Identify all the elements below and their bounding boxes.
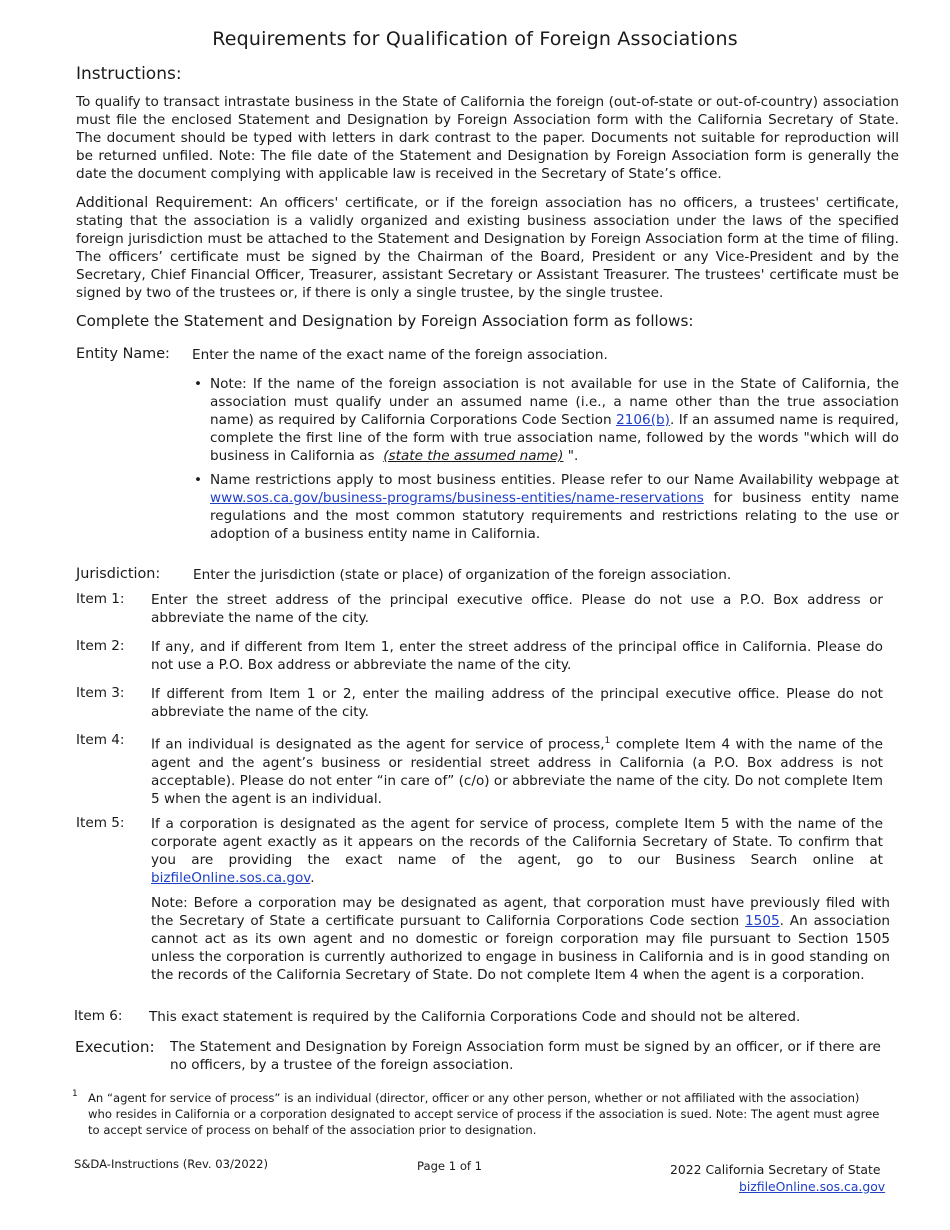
execution-label: Execution: bbox=[75, 1038, 155, 1056]
item-4-text: If an individual is designated as the agent for service of process,$^1$ complete Item 4 with the name of the agent and the agent’s business or residential street address in California (a P.O. Box address is not acceptable). Please do not enter “in care of” (c/o) or abbreviate the name of the city. Do not complete Item 5 when the agent is an individual. bbox=[151, 736, 883, 807]
additional-requirement-label: Additional Requirement: bbox=[76, 195, 253, 211]
link-name-reservations[interactable]: www.sos.ca.gov/business-programs/business-entities/name-reservations bbox=[210, 490, 704, 506]
complete-form-heading: Complete the Statement and Designation by Foreign Association form as follows: bbox=[76, 312, 694, 330]
jurisdiction-label: Jurisdiction: bbox=[76, 566, 161, 582]
item-1-label: Item 1: bbox=[76, 591, 125, 607]
jurisdiction-text: Enter the jurisdiction (state or place) of organization of the foreign association. bbox=[193, 567, 732, 583]
footnote-ref: 1 bbox=[604, 736, 611, 746]
link-2106b[interactable]: 2106(b) bbox=[616, 412, 670, 428]
bullet-icon: • bbox=[194, 376, 203, 392]
footer-bizfile-link[interactable]: bizfileOnline.sos.ca.gov bbox=[739, 1179, 886, 1194]
link-1505[interactable]: 1505 bbox=[745, 913, 780, 929]
page-title: Requirements for Qualification of Foreign Associations bbox=[212, 28, 738, 50]
item-3-text: If different from Item 1 or 2, enter the mailing address of the principal executive office. Please do not abbreviate the name of the city. bbox=[151, 686, 883, 720]
note-name-restrictions: • Name restrictions apply to most business entities. Please refer to our Name Availability webpage at www.sos.ca.gov/business-programs/business-entities/name-reservations for business entity name regulations and the most common statutory requirements and restrictions relating to the use or adoption of a business entity name in California. bbox=[194, 472, 899, 542]
instructions-paragraph: To qualify to transact intrastate business in the State of California the foreign (out-of-state or out-of-country) association must file the enclosed Statement and Designation by Foreign Association form with the California Secretary of State. The document should be typed with letters in dark contrast to the paper. Documents not suitable for reproduction will be returned unfiled. Note: The file date of the Statement and Designation by Foreign Association form is generally the date the document complying with applicable law is received in the Secretary of State’s office. bbox=[76, 94, 899, 182]
footnote bbox=[72, 1090, 884, 1138]
additional-requirement-text: An officers' certificate, or if the foreign association has no officers, a trustees' certificate, stating that the association is a validly organized and existing business association under the laws of the specified foreign jurisdiction must be attached to the Statement and Designation by Foreign Association form at the time of filing. The officers’ certificate must be signed by the Chairman of the Board, President or any Vice-President and by the Secretary, Chief Financial Officer, Treasurer, assistant Secretary or Assistant Treasurer. The trustees' certificate must be signed by two of the trustees or, if there is only a single trustee, by the single trustee. bbox=[76, 195, 899, 301]
item-2-label: Item 2: bbox=[76, 638, 125, 654]
note-assumed-name: • Note: If the name of the foreign association is not available for use in the State of California, the association must qualify under an assumed name (i.e., a name other than the true association name) as required by California Corporations Code Section 2106(b). If an assumed name is required, complete the first line of the form with true association name, followed by the words "which will do business in California as (state the assumed name) ". bbox=[194, 376, 899, 464]
entity-name-label: Entity Name: bbox=[76, 346, 170, 362]
item-2-text: If any, and if different from Item 1, enter the street address of the principal office in California. Please do not use a P.O. Box address or abbreviate the name of the city. bbox=[151, 639, 883, 673]
footnote-text: An “agent for service of process” is an individual (director, officer or any other person, whether or not affiliated with the association) who resides in California or a corporation designated to accept service of process if the association is sued. Note: The agent must agree to accept service of process on behalf of the association prior to designation. bbox=[88, 1091, 880, 1137]
execution-text: The Statement and Designation by Foreign Association form must be signed by an officer, or if there are no officers, by a trustee of the foreign association. bbox=[170, 1039, 881, 1073]
item-5-note: Note: Before a corporation may be designated as agent, that corporation must have previously filed with the Secretary of State a certificate pursuant to California Corporations Code section 1505. An association cannot act as its own agent and no domestic or foreign corporation may file pursuant to Section 1505 unless the corporation is currently authorized to engage in business in California and is in good standing on the records of the California Secretary of State. Do not complete Item 4 when the agent is a corporation. bbox=[151, 895, 890, 983]
entity-name-text: Enter the name of the exact name of the foreign association. bbox=[192, 347, 608, 363]
item-5-text: If a corporation is designated as the agent for service of process, complete Item 5 with the name of the corporate agent exactly as it appears on the records of the California Secretary of State. To confirm that you are providing the exact name of the agent, go to our Business Search online at bizfileOnline.sos.ca.gov. bbox=[151, 816, 883, 886]
link-bizfile-online[interactable]: bizfileOnline.sos.ca.gov bbox=[151, 870, 311, 886]
item-4-label: Item 4: bbox=[76, 732, 125, 748]
bullet-icon: • bbox=[194, 472, 203, 488]
item-5-label: Item 5: bbox=[76, 815, 125, 831]
item-1-text: Enter the street address of the principal executive office. Please do not use a P.O. Box address or abbreviate the name of the city. bbox=[151, 592, 883, 626]
footnote-mark: 1 bbox=[72, 1089, 78, 1099]
entity-name-notes bbox=[192, 375, 899, 543]
page-number: Page 1 of 1 bbox=[417, 1159, 483, 1173]
additional-requirement-paragraph bbox=[76, 194, 899, 302]
form-revision-id: S&DA-Instructions (Rev. 03/2022) bbox=[74, 1157, 268, 1171]
copyright: 2022 California Secretary of State bbox=[670, 1162, 881, 1177]
item-6-text: This exact statement is required by the California Corporations Code and should not be altered. bbox=[149, 1009, 801, 1025]
item-6-label: Item 6: bbox=[74, 1008, 123, 1024]
item-3-label: Item 3: bbox=[76, 685, 125, 701]
assumed-name-placeholder: (state the assumed name) bbox=[383, 448, 564, 464]
instructions-heading: Instructions: bbox=[76, 64, 182, 84]
